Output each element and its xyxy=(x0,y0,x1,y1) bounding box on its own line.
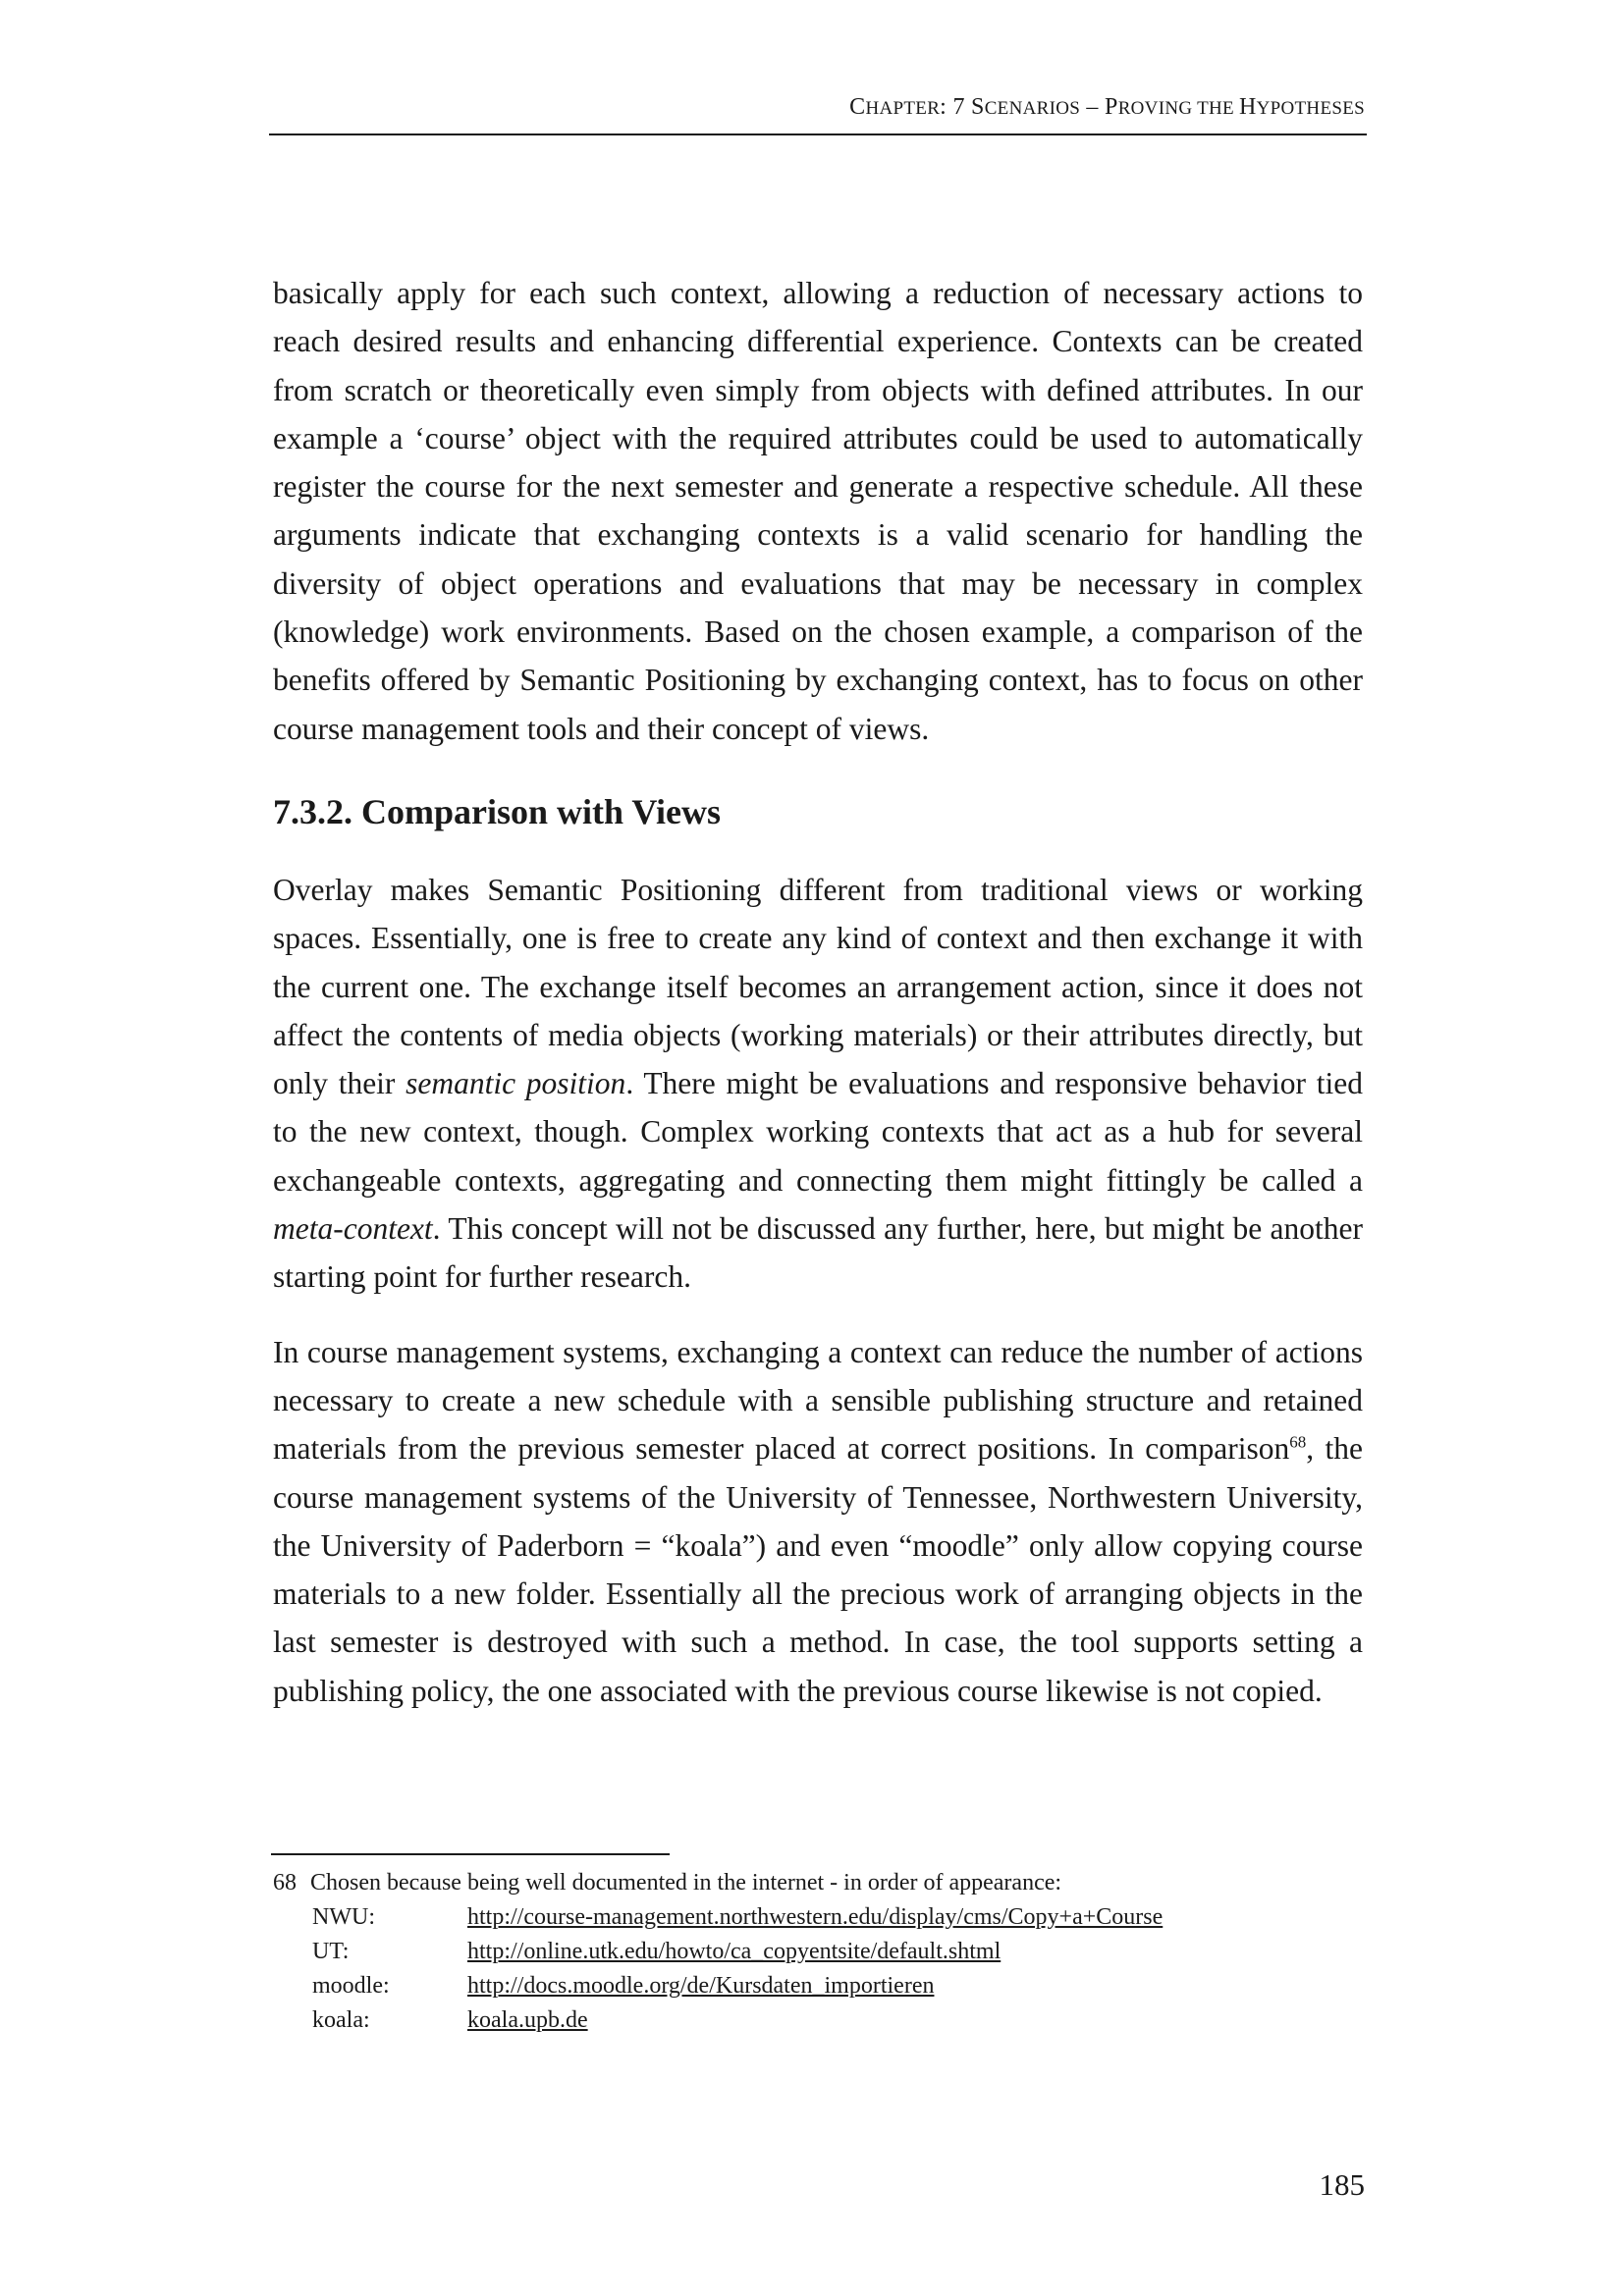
header-p-rest: ROVING THE xyxy=(1117,98,1239,119)
section-heading: 7.3.2. Comparison with Views xyxy=(273,791,722,831)
footnote-link-label: UT: xyxy=(312,1939,350,1964)
paragraph-2-part-b: . There might be evaluations and responsive behavior tied to the new context, though. Complex working contexts that act as a hub for several exchangeable contexts, aggregating and connecting them might fittingly be called a xyxy=(273,1066,1363,1198)
footnote-link-label: koala: xyxy=(312,2007,370,2033)
paragraph-3-part-b: , the course management systems of the University of Tennessee, Northwestern University, the University of Paderborn = “koala”) and even “moodle” only allow copying course materials to a new folder. Essentially all the precious work of arranging objects in the last semester is destroyed with such a method. In case, the tool supports setting a publishing policy, the one associated with the previous course likewise is not copied. xyxy=(273,1431,1363,1708)
header-h-cap: H xyxy=(1238,94,1257,120)
footnote-link-label: moodle: xyxy=(312,1973,390,1999)
running-header xyxy=(271,94,1365,121)
paragraph-3 xyxy=(273,1328,1363,1715)
footnote-text: Chosen because being well documented in the internet - in order of appearance: xyxy=(310,1870,1062,1896)
footnote-link-url[interactable]: http://course-management.northwestern.edu/display/cms/Copy+a+Course xyxy=(467,1904,1164,1930)
paragraph-2-part-a: Overlay makes Semantic Positioning different from traditional views or working spaces. Essentially, one is free to create any kind of context and then exchange it with the current one. The exchange itself becomes an arrangement action, since it does not affect the contents of media objects (working materials) or their attributes directly, but only their xyxy=(273,872,1363,1101)
footnote-link-url[interactable]: koala.upb.de xyxy=(467,2007,588,2033)
footnote-links xyxy=(312,1900,1363,2038)
paragraph-3-part-a: In course management systems, exchanging a context can reduce the number of actions necessary to create a new schedule with a sensible publishing structure and retained materials from the previous semester placed at correct positions. In comparison xyxy=(273,1334,1363,1467)
footnote-link-url[interactable]: http://docs.moodle.org/de/Kursdaten_importieren xyxy=(467,1973,935,1999)
footnote xyxy=(273,1866,1363,2038)
paragraph-2-part-c: . This concept will not be discussed any further, here, but might be another starting point for further research. xyxy=(273,1211,1363,1295)
footnote-link-label: NWU: xyxy=(312,1904,375,1930)
header-chapter-cap: C xyxy=(849,94,866,120)
paragraph-2 xyxy=(273,866,1363,1302)
footnote-link-row xyxy=(312,2003,1363,2038)
header-s-cap: S xyxy=(971,94,985,120)
header-s-rest: CENARIOS xyxy=(984,98,1081,119)
header-chapter-rest: HAPTER xyxy=(865,98,941,119)
header-chapter-sep: : 7 xyxy=(940,94,972,120)
page-number: 185 xyxy=(1319,2167,1365,2202)
meta-context-emphasis: meta-context xyxy=(273,1211,433,1247)
footnote-link-row xyxy=(312,1969,1363,2003)
header-p-cap: P xyxy=(1105,94,1118,120)
footnote-number: 68 xyxy=(273,1870,297,1896)
footnote-reference[interactable]: 68 xyxy=(1289,1432,1307,1452)
paragraph-1: basically apply for each such context, allowing a reduction of necessary actions to reach desired results and enhancing differential experience. Contexts can be created from scratch or theoretically even simply from objects with defined attributes. In our example a ‘course’ object with the required attributes could be used to automatically register the course for the next semester and generate a respective schedule. All these arguments indicate that exchanging contexts is a valid scenario for handling the diversity of object operations and evaluations that may be necessary in complex (knowledge) work environments. Based on the chosen example, a comparison of the benefits offered by Semantic Positioning by exchanging context, has to focus on other course management tools and their concept of views. xyxy=(273,276,1363,746)
footnote-rule xyxy=(271,1853,670,1855)
header-h-rest: YPOTHESES xyxy=(1256,98,1365,119)
footnote-link-row xyxy=(312,1935,1363,1969)
header-rule xyxy=(269,133,1367,135)
main-text xyxy=(273,269,1363,1715)
semantic-position-emphasis: semantic position xyxy=(406,1066,626,1101)
footnote-link-row xyxy=(312,1900,1363,1935)
footnote-line xyxy=(273,1866,1363,1900)
header-dash: – xyxy=(1080,94,1106,120)
footnote-link-url[interactable]: http://online.utk.edu/howto/ca_copyentsite/default.shtml xyxy=(467,1939,1001,1964)
